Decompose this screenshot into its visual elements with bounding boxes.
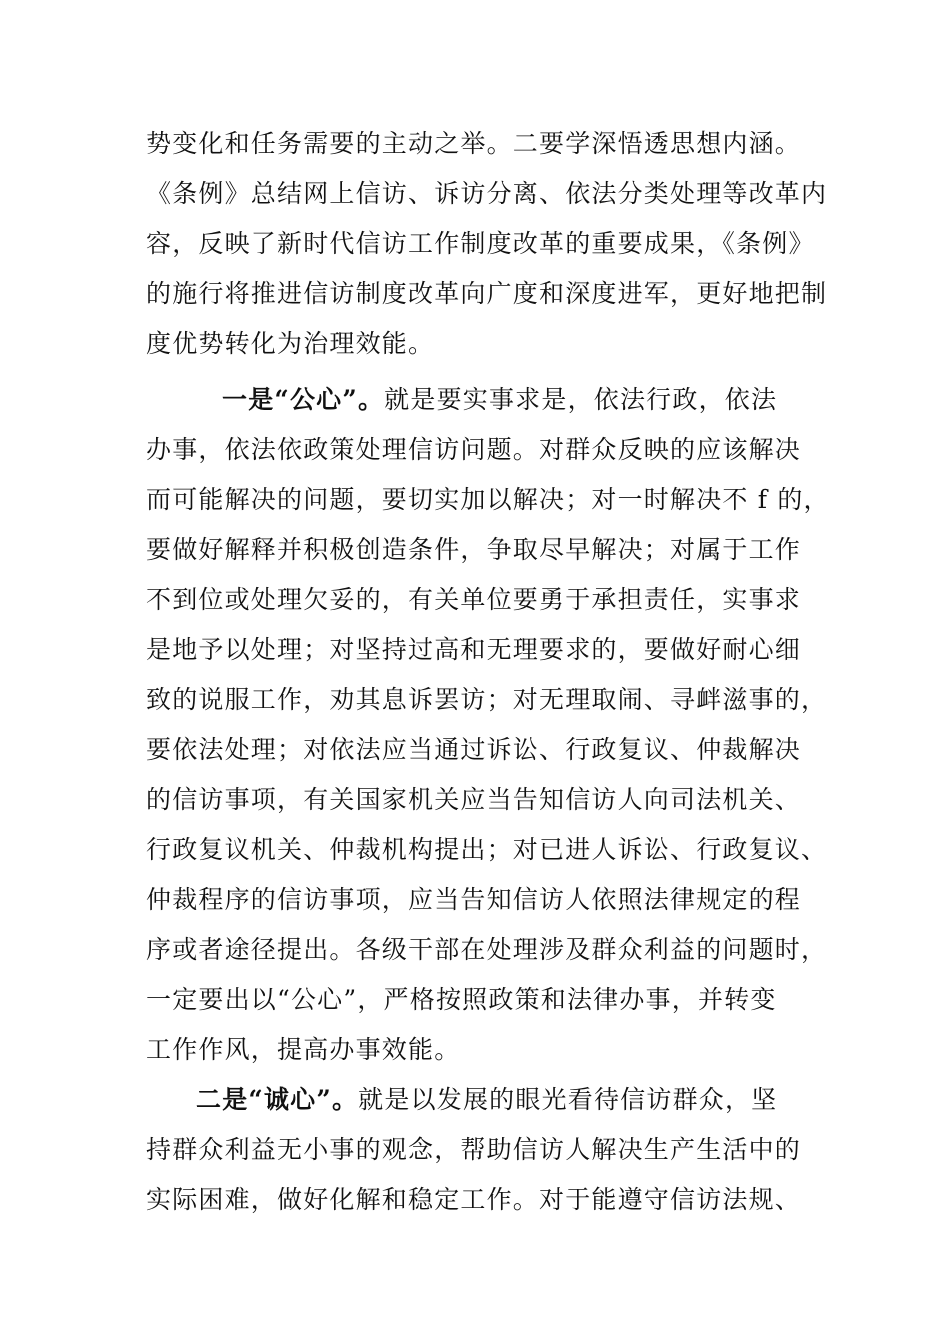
paragraph-lead-sincere: 二是“诚心”。 [196,1085,359,1114]
line-text: 的施行将推进信访制度改革向广度和深度进军，更好地把制 [146,279,828,308]
line-text: 势变化和任务需要的主动之举。二要学深悟透思想内涵。 [146,129,802,158]
line-text: 仲裁程序的信访事项，应当告知信访人依照法律规定的程 [146,885,802,914]
text-line-20 [196,1080,777,1120]
text-line-17 [146,930,827,970]
line-text: 持群众利益无小事的观念，帮助信访人解决生产生活中的 [146,1135,802,1164]
text-line-5 [146,324,434,364]
text-line-12 [146,680,827,720]
text-line-16 [146,880,801,920]
text-line-18 [146,980,777,1020]
line-text: 是地予以处理；对坚持过高和无理要求的，要做好耐心细 [146,635,802,664]
text-line-14 [146,780,801,820]
text-line-2 [146,174,827,214]
line-text: 容，反映了新时代信访工作制度改革的重要成果，《条例》 [146,229,815,258]
text-line-4 [146,274,827,314]
text-line-19 [146,1030,460,1070]
line-text: 不到位或处理欠妥的，有关单位要勇于承担责任，实事求 [146,585,802,614]
line-text: 就是要实事求是，依法行政，依法 [384,385,778,414]
paragraph-lead-public: 一是“公心”。 [222,385,385,414]
text-line-3 [146,224,815,264]
line-text: 一定要出以“公心”，严格按照政策和法律办事，并转变 [146,985,777,1014]
line-text: 序或者途径提出。各级干部在处理涉及群众利益的问题时， [146,935,828,964]
text-line-1 [146,124,801,164]
line-text: 就是以发展的眼光看待信访群众，坚 [358,1085,778,1114]
line-text: 要依法处理；对依法应当通过诉讼、行政复议、仲裁解决 [146,735,802,764]
line-text: 致的说服工作，劝其息诉罢访；对无理取闹、寻衅滋事的， [146,685,828,714]
text-line-9 [146,530,801,570]
text-line-21 [146,1130,801,1170]
line-text: 工作作风，提高办事效能。 [146,1035,461,1064]
line-text: 《条例》总结网上信访、诉访分离、依法分类处理等改革内 [146,179,828,208]
line-text: 实际困难，做好化解和稳定工作。对于能遵守信访法规、 [146,1185,802,1214]
line-text: 而可能解决的问题，要切实加以解决；对一时解决不 f 的， [146,485,830,514]
line-text: 要做好解释并积极创造条件，争取尽早解决；对属于工作 [146,535,802,564]
text-line-22 [146,1180,801,1220]
text-line-11 [146,630,801,670]
line-text: 的信访事项，有关国家机关应当告知信访人向司法机关、 [146,785,802,814]
text-line-7 [146,430,801,470]
text-line-6 [222,380,777,420]
text-line-13 [146,730,801,770]
text-line-8 [146,480,830,520]
text-line-10 [146,580,801,620]
line-text: 行政复议机关、仲裁机构提出；对已进人诉讼、行政复议、 [146,835,828,864]
line-text: 度优势转化为治理效能。 [146,329,435,358]
line-text: 办事，依法依政策处理信访问题。对群众反映的应该解决 [146,435,802,464]
text-line-15 [146,830,827,870]
